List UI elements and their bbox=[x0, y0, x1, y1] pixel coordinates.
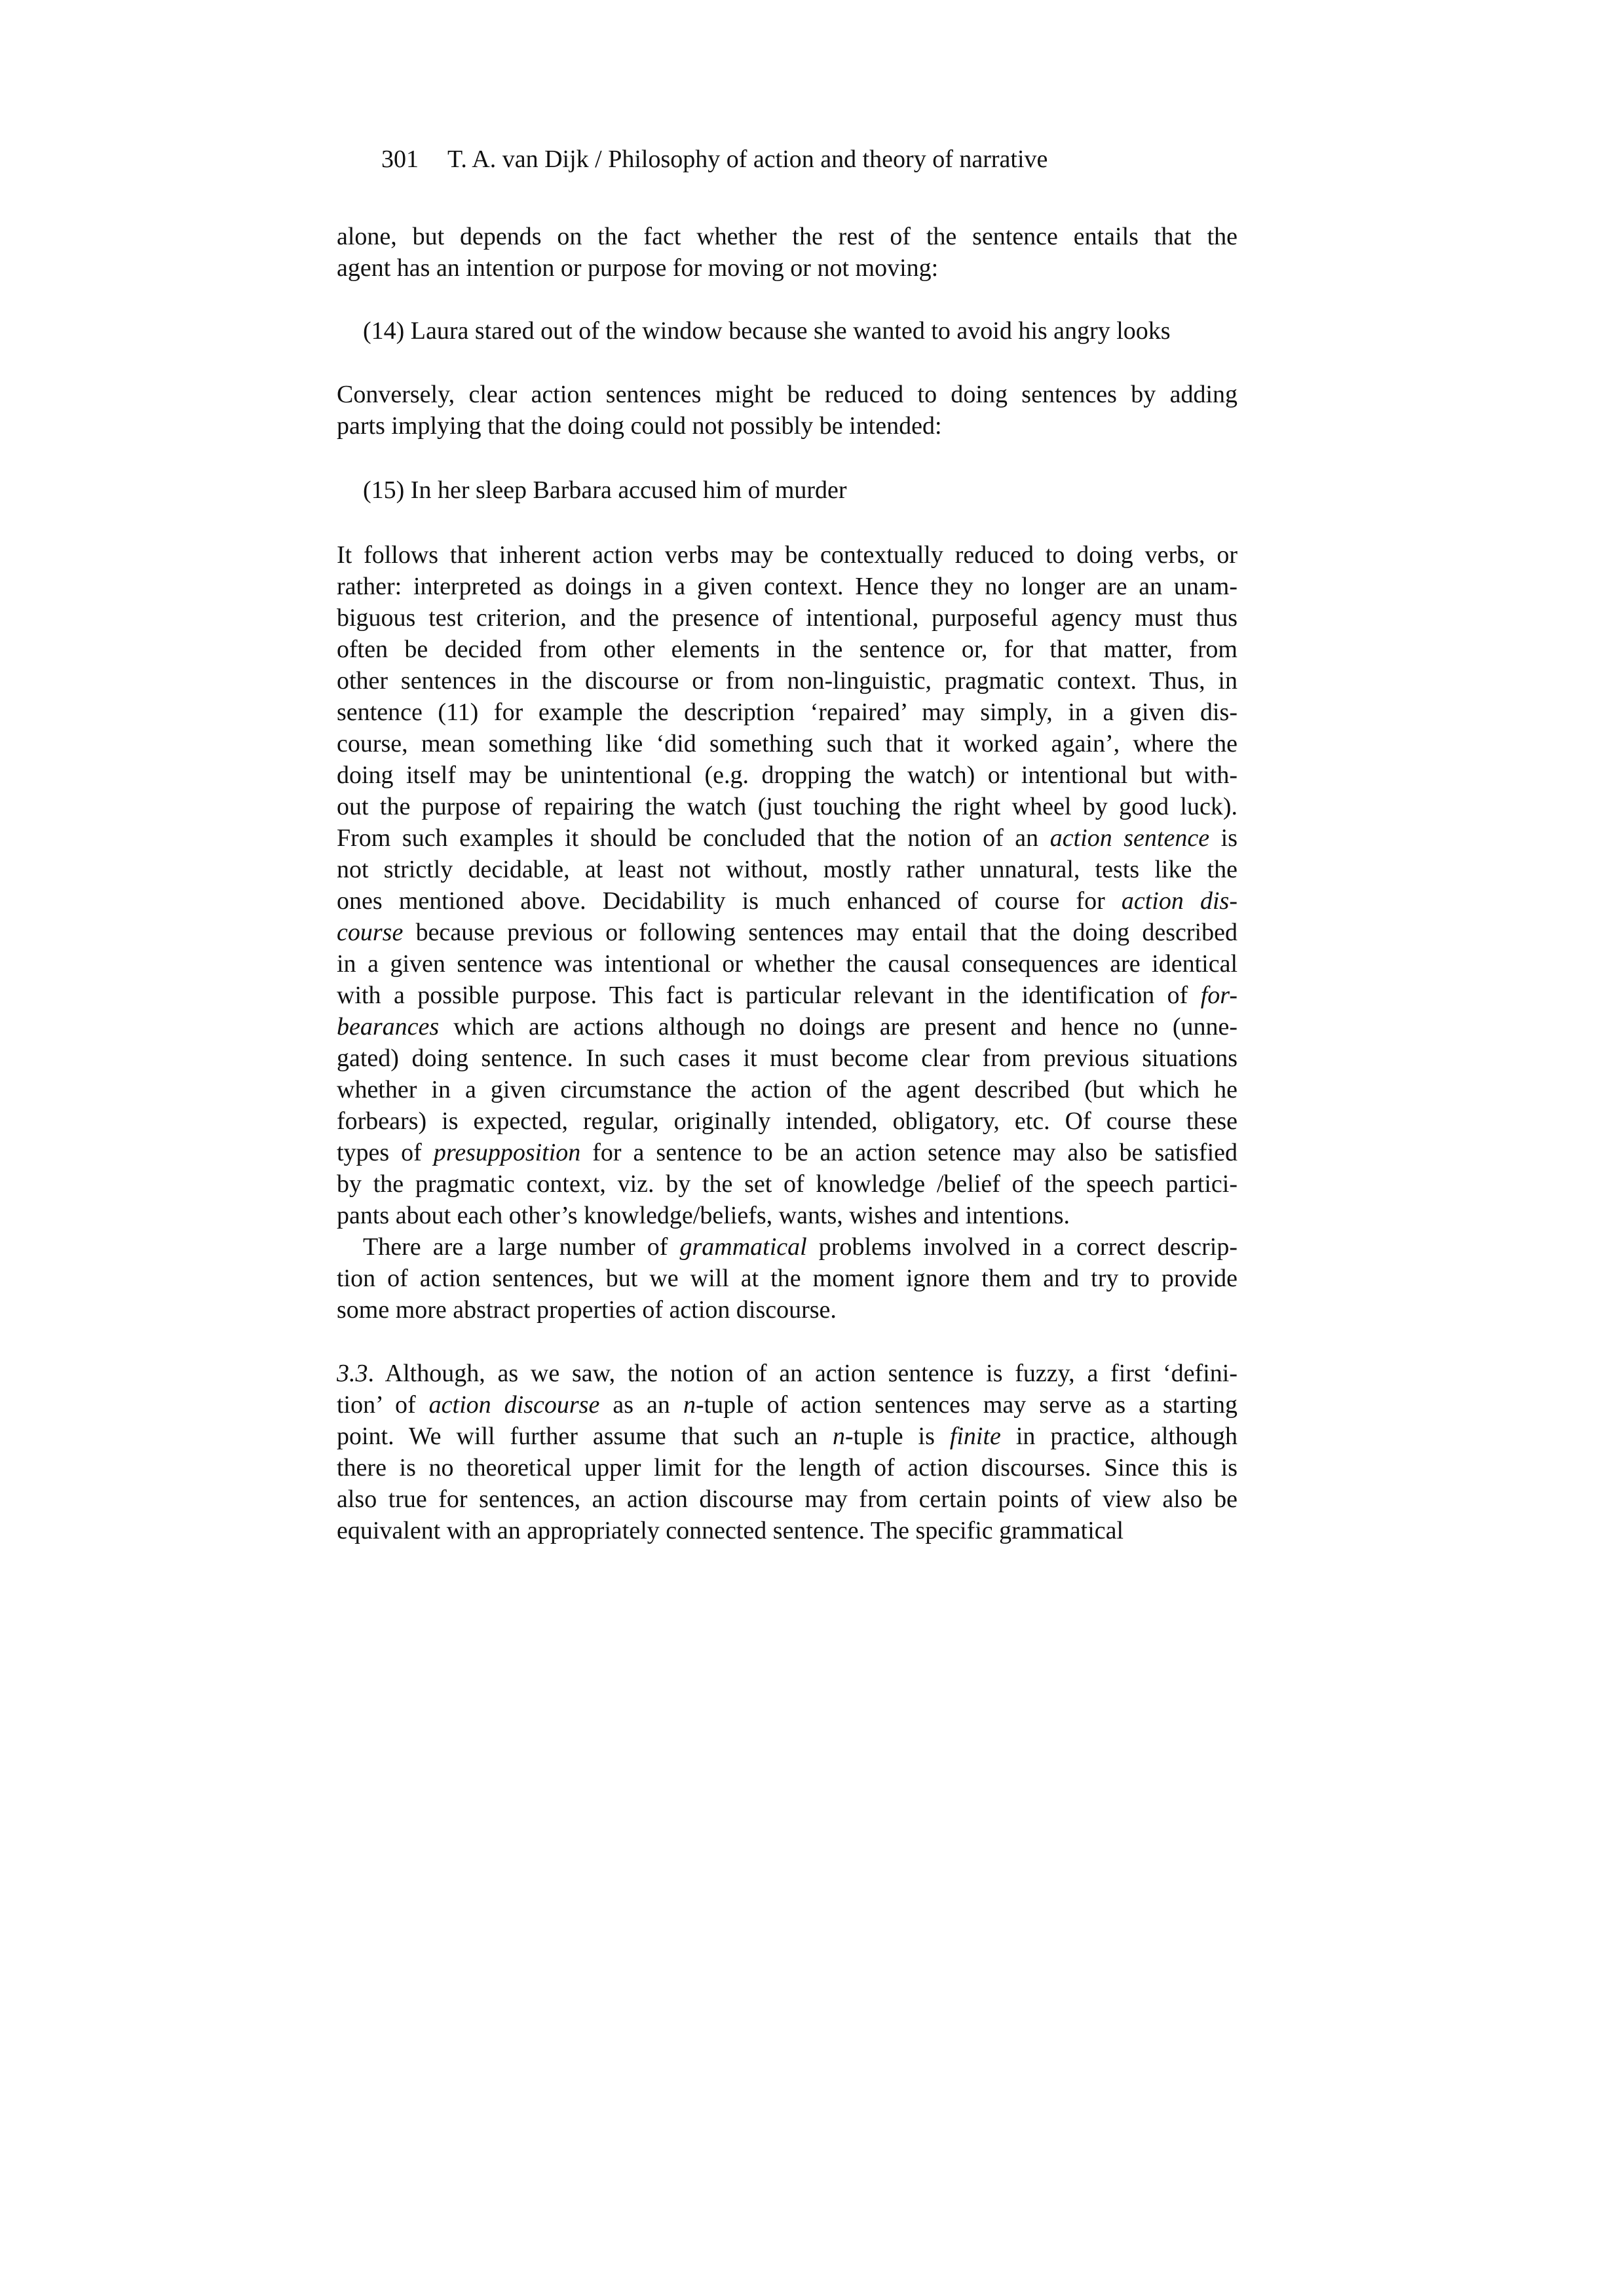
italic-text: finite bbox=[949, 1423, 1001, 1450]
text-line bbox=[337, 221, 1237, 252]
text-line bbox=[337, 1358, 1237, 1389]
text: alone, but depends on the fact whether the rest of the sentence entails that the bbox=[337, 223, 1237, 250]
text-line bbox=[337, 1483, 1237, 1515]
text: biguous test criterion, and the presence of intentional, purposeful agency must thus bbox=[337, 604, 1237, 632]
italic-text: 3.3 bbox=[337, 1360, 368, 1387]
page-number: 301 bbox=[381, 145, 419, 173]
text-line bbox=[337, 1105, 1237, 1137]
italic-text: course bbox=[337, 919, 404, 946]
text: in a given sentence was intentional or whether the causal consequences are identical bbox=[337, 950, 1237, 978]
text: often be decided from other elements in the sentence or, for that matter, from bbox=[337, 636, 1237, 663]
text-line bbox=[337, 697, 1237, 728]
text: whether in a given circumstance the action of the agent described (but which he bbox=[337, 1076, 1237, 1103]
text-line bbox=[337, 602, 1237, 634]
italic-text: action dis- bbox=[1121, 887, 1237, 915]
text: some more abstract properties of action discourse. bbox=[337, 1296, 837, 1324]
text-line bbox=[337, 1294, 1237, 1326]
text-line bbox=[337, 1231, 1237, 1263]
text: types of bbox=[337, 1139, 434, 1166]
text: equivalent with an appropriately connected sentence. The specific grammatical bbox=[337, 1517, 1124, 1544]
text: as an bbox=[599, 1391, 683, 1419]
text-line bbox=[337, 948, 1237, 980]
text-line bbox=[337, 759, 1237, 791]
text-line bbox=[337, 1452, 1237, 1483]
para-4 bbox=[337, 1231, 1237, 1326]
text: is bbox=[1209, 824, 1237, 852]
text: sentence (11) for example the description ‘repaired’ may simply, in a given dis- bbox=[337, 698, 1237, 726]
text-line bbox=[337, 1389, 1237, 1421]
italic-text: n bbox=[832, 1423, 845, 1450]
text-line bbox=[337, 885, 1237, 917]
para-2 bbox=[337, 379, 1237, 442]
text-line bbox=[337, 571, 1237, 602]
text: pants about each other’s knowledge/beliefs, wants, wishes and intentions. bbox=[337, 1202, 1070, 1229]
para-3 bbox=[337, 539, 1237, 1231]
text-line bbox=[337, 252, 1237, 284]
text: other sentences in the discourse or from non-linguistic, pragmatic context. Thus, in bbox=[337, 667, 1237, 695]
italic-text: for- bbox=[1200, 982, 1237, 1009]
italic-text: grammatical bbox=[679, 1233, 807, 1261]
text: with a possible purpose. This fact is particular relevant in the identification of bbox=[337, 982, 1201, 1009]
text: From such examples it should be concluded that the notion of an bbox=[337, 824, 1050, 852]
italic-text: bearances bbox=[337, 1013, 440, 1041]
text-line bbox=[337, 1043, 1237, 1074]
text-line bbox=[337, 634, 1237, 665]
text: for a sentence to be an action setence may also be satisfied bbox=[580, 1139, 1237, 1166]
text: -tuple is bbox=[844, 1423, 950, 1450]
example-14: (14) Laura stared out of the window because she wanted to avoid his angry looks bbox=[363, 317, 1171, 345]
text-line bbox=[337, 728, 1237, 759]
text: which are actions although no doings are present and hence no (unne- bbox=[439, 1013, 1237, 1041]
text: ones mentioned above. Decidability is much enhanced of course for bbox=[337, 887, 1122, 915]
text: tion of action sentences, but we will at the moment ignore them and try to provide bbox=[337, 1265, 1237, 1292]
text: in practice, although bbox=[1000, 1423, 1237, 1450]
text-line bbox=[337, 539, 1237, 571]
text-line bbox=[337, 980, 1237, 1011]
text-line bbox=[337, 410, 1237, 442]
text: -tuple of action sentences may serve as a starting bbox=[695, 1391, 1237, 1419]
text: parts implying that the doing could not possibly be intended: bbox=[337, 412, 942, 440]
italic-text: presupposition bbox=[433, 1139, 581, 1166]
text: because previous or following sentences may entail that the doing described bbox=[403, 919, 1237, 946]
text: rather: interpreted as doings in a given context. Hence they no longer are an unam- bbox=[337, 573, 1237, 600]
text: Conversely, clear action sentences might be reduced to doing sentences by adding bbox=[337, 381, 1237, 408]
text-line bbox=[337, 1515, 1237, 1546]
text: problems involved in a correct descrip- bbox=[806, 1233, 1237, 1261]
italic-text: action discourse bbox=[428, 1391, 600, 1419]
text: also true for sentences, an action discourse may from certain points of view also be bbox=[337, 1485, 1237, 1513]
text-line bbox=[337, 854, 1237, 885]
para-1 bbox=[337, 221, 1237, 284]
text-line bbox=[337, 1137, 1237, 1168]
text-line bbox=[337, 379, 1237, 410]
text: there is no theoretical upper limit for the length of action discourses. Since this is bbox=[337, 1454, 1237, 1482]
text: course, mean something like ‘did something such that it worked again’, where the bbox=[337, 730, 1237, 757]
text: tion’ of bbox=[337, 1391, 429, 1419]
text-line bbox=[337, 1074, 1237, 1105]
text: out the purpose of repairing the watch (just touching the right wheel by good luck). bbox=[337, 793, 1237, 820]
text-line bbox=[337, 1263, 1237, 1294]
italic-text: n bbox=[683, 1391, 696, 1419]
text: not strictly decidable, at least not without, mostly rather unnatural, tests like the bbox=[337, 856, 1237, 883]
text: doing itself may be unintentional (e.g. dropping the watch) or intentional but with- bbox=[337, 761, 1237, 789]
para-5 bbox=[337, 1358, 1237, 1546]
text-line bbox=[337, 665, 1237, 697]
text-line bbox=[337, 917, 1237, 948]
text-line bbox=[337, 1168, 1237, 1200]
text: gated) doing sentence. In such cases it must become clear from previous situations bbox=[337, 1044, 1237, 1072]
text: by the pragmatic context, viz. by the set of knowledge /belief of the speech partici- bbox=[337, 1170, 1237, 1198]
text-line bbox=[337, 1200, 1237, 1231]
text: agent has an intention or purpose for moving or not moving: bbox=[337, 254, 939, 282]
text: point. We will further assume that such an bbox=[337, 1423, 833, 1450]
text-line bbox=[337, 791, 1237, 822]
text: There are a large number of bbox=[363, 1233, 680, 1261]
text-line bbox=[337, 1421, 1237, 1452]
text: It follows that inherent action verbs may be contextually reduced to doing verbs, or bbox=[337, 541, 1237, 569]
running-header bbox=[381, 144, 1048, 175]
running-title: T. A. van Dijk / Philosophy of action and theory of narrative bbox=[447, 145, 1048, 173]
text-line bbox=[337, 822, 1237, 854]
italic-text: action sentence bbox=[1049, 824, 1210, 852]
text-line bbox=[337, 1011, 1237, 1043]
text: . Although, as we saw, the notion of an action sentence is fuzzy, a first ‘defini- bbox=[368, 1360, 1237, 1387]
text: forbears) is expected, regular, originally intended, obligatory, etc. Of course these bbox=[337, 1107, 1237, 1135]
example-15: (15) In her sleep Barbara accused him of murder bbox=[363, 476, 847, 504]
